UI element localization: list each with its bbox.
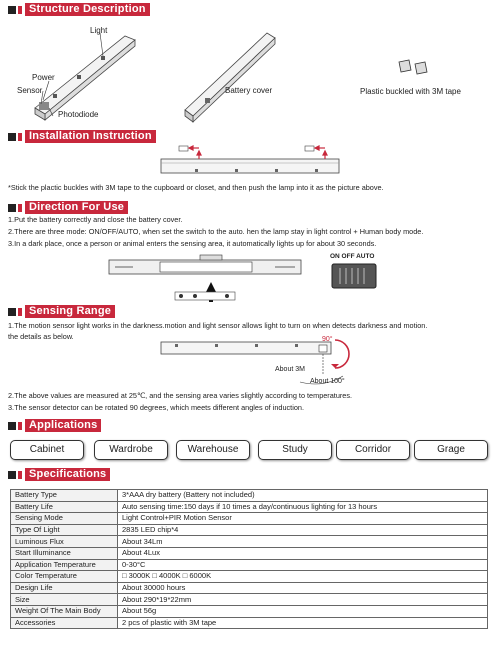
sensing-line-3: 2.The above values are measured at 25℃, and the sensing area varies slightly according to temperatures. bbox=[8, 391, 353, 400]
direction-header bbox=[8, 201, 128, 214]
app-study: Study bbox=[258, 440, 332, 460]
table-row bbox=[11, 490, 488, 502]
lamp-angled-right-illustration bbox=[175, 28, 285, 126]
table-row bbox=[11, 582, 488, 594]
spec-key: Color Temperature bbox=[11, 571, 118, 583]
direction-line-2: 2.There are three mode: ON/OFF/AUTO, when set the switch to the auto. hen the lamp stay in light control + Human body mode. bbox=[8, 227, 424, 236]
spec-value: About 56g bbox=[118, 605, 488, 617]
header-square-icon bbox=[8, 422, 16, 430]
switch-illustration bbox=[330, 262, 378, 290]
label-plastic-buckle: Plastic buckled with 3M tape bbox=[360, 87, 461, 96]
spec-value: About 4Lux bbox=[118, 547, 488, 559]
spec-value: About 290*19*22mm bbox=[118, 594, 488, 606]
spec-key: Start Illuminance bbox=[11, 547, 118, 559]
specifications-table bbox=[10, 489, 488, 629]
spec-value: 2835 LED chip*4 bbox=[118, 524, 488, 536]
header-square-icon bbox=[8, 6, 16, 14]
direction-line-3: 3.In a dark place, once a person or animal enters the sensing area, it automatically lights up for about 30 seconds. bbox=[8, 239, 377, 248]
installation-illustration bbox=[155, 143, 345, 179]
spec-key: Type Of Light bbox=[11, 524, 118, 536]
sensing-line-1: 1.The motion sensor light works in the darkness.motion and light sensor allows light to turn on when detects darkness and motion. bbox=[8, 321, 428, 330]
installation-note: *Stick the plactic buckles with 3M tape to the cupboard or closet, and then push the lamp into it as the picture above. bbox=[8, 183, 384, 192]
spec-key: Luminous Flux bbox=[11, 536, 118, 548]
header-accent-icon bbox=[18, 6, 22, 14]
app-corridor: Corridor bbox=[336, 440, 410, 460]
spec-value: Auto sensing time:150 days if 10 times a day/continuous lighting for 13 hours bbox=[118, 501, 488, 513]
sensing-title: Sensing Range bbox=[25, 305, 115, 318]
header-accent-icon bbox=[18, 471, 22, 479]
spec-key: Weight Of The Main Body bbox=[11, 605, 118, 617]
spec-value: About 30000 hours bbox=[118, 582, 488, 594]
structure-header bbox=[8, 3, 150, 16]
spec-key: Size bbox=[11, 594, 118, 606]
label-power: Power bbox=[32, 73, 55, 82]
spec-key: Accessories bbox=[11, 617, 118, 629]
table-row bbox=[11, 594, 488, 606]
sensing-line-2: the details as below. bbox=[8, 332, 74, 341]
label-sensor: Sensor bbox=[17, 86, 43, 95]
header-square-icon bbox=[8, 308, 16, 316]
switch-mode-label: ON OFF AUTO bbox=[330, 253, 375, 260]
spec-value: 0-30°C bbox=[118, 559, 488, 571]
installation-title: Installation Instruction bbox=[25, 130, 156, 143]
header-square-icon bbox=[8, 133, 16, 141]
table-row bbox=[11, 547, 488, 559]
table-row bbox=[11, 559, 488, 571]
table-row bbox=[11, 524, 488, 536]
spec-key: Sensing Mode bbox=[11, 513, 118, 525]
app-wardrobe: Wardrobe bbox=[94, 440, 168, 460]
label-90-degree: 90° bbox=[322, 336, 333, 343]
header-accent-icon bbox=[18, 133, 22, 141]
header-accent-icon bbox=[18, 422, 22, 430]
sensing-line-4: 3.The sensor detector can be rotated 90 degrees, which meets different angles of induction. bbox=[8, 403, 304, 412]
spec-key: Battery Life bbox=[11, 501, 118, 513]
spec-key: Application Temperature bbox=[11, 559, 118, 571]
table-row bbox=[11, 501, 488, 513]
table-row bbox=[11, 605, 488, 617]
header-square-icon bbox=[8, 471, 16, 479]
spec-value: □ 3000K □ 4000K □ 6000K bbox=[118, 571, 488, 583]
table-row bbox=[11, 513, 488, 525]
applications-header bbox=[8, 419, 101, 432]
structure-title: Structure Description bbox=[25, 3, 150, 16]
label-light: Light bbox=[90, 26, 108, 35]
plastic-buckle-illustration bbox=[395, 58, 431, 80]
table-row bbox=[11, 571, 488, 583]
installation-header bbox=[8, 130, 156, 143]
spec-key: Battery Type bbox=[11, 490, 118, 502]
spec-value: 2 pcs of plastic with 3M tape bbox=[118, 617, 488, 629]
spec-value: 3*AAA dry battery (Battery not included) bbox=[118, 490, 488, 502]
header-accent-icon bbox=[18, 308, 22, 316]
table-row bbox=[11, 617, 488, 629]
spec-value: Light Control+PIR Motion Sensor bbox=[118, 513, 488, 525]
label-photodiode: Photodiode bbox=[58, 110, 99, 119]
specifications-header bbox=[8, 468, 110, 481]
app-warehouse: Warehouse bbox=[176, 440, 250, 460]
header-square-icon bbox=[8, 204, 16, 212]
app-cabinet: Cabinet bbox=[10, 440, 84, 460]
direction-title: Direction For Use bbox=[25, 201, 128, 214]
specifications-title: Specifications bbox=[25, 468, 110, 481]
applications-title: Applications bbox=[25, 419, 101, 432]
label-about-3m: About 3M bbox=[275, 366, 305, 373]
direction-line-1: 1.Put the battery correctly and close the battery cover. bbox=[8, 215, 183, 224]
sensing-header bbox=[8, 305, 115, 318]
battery-compartment-illustration bbox=[105, 252, 305, 304]
table-row bbox=[11, 536, 488, 548]
header-accent-icon bbox=[18, 204, 22, 212]
label-about-100: About 100° bbox=[310, 378, 345, 385]
app-grage: Grage bbox=[414, 440, 488, 460]
label-battery-cover: Battery cover bbox=[225, 86, 273, 95]
spec-key: Design Life bbox=[11, 582, 118, 594]
spec-value: About 34Lm bbox=[118, 536, 488, 548]
